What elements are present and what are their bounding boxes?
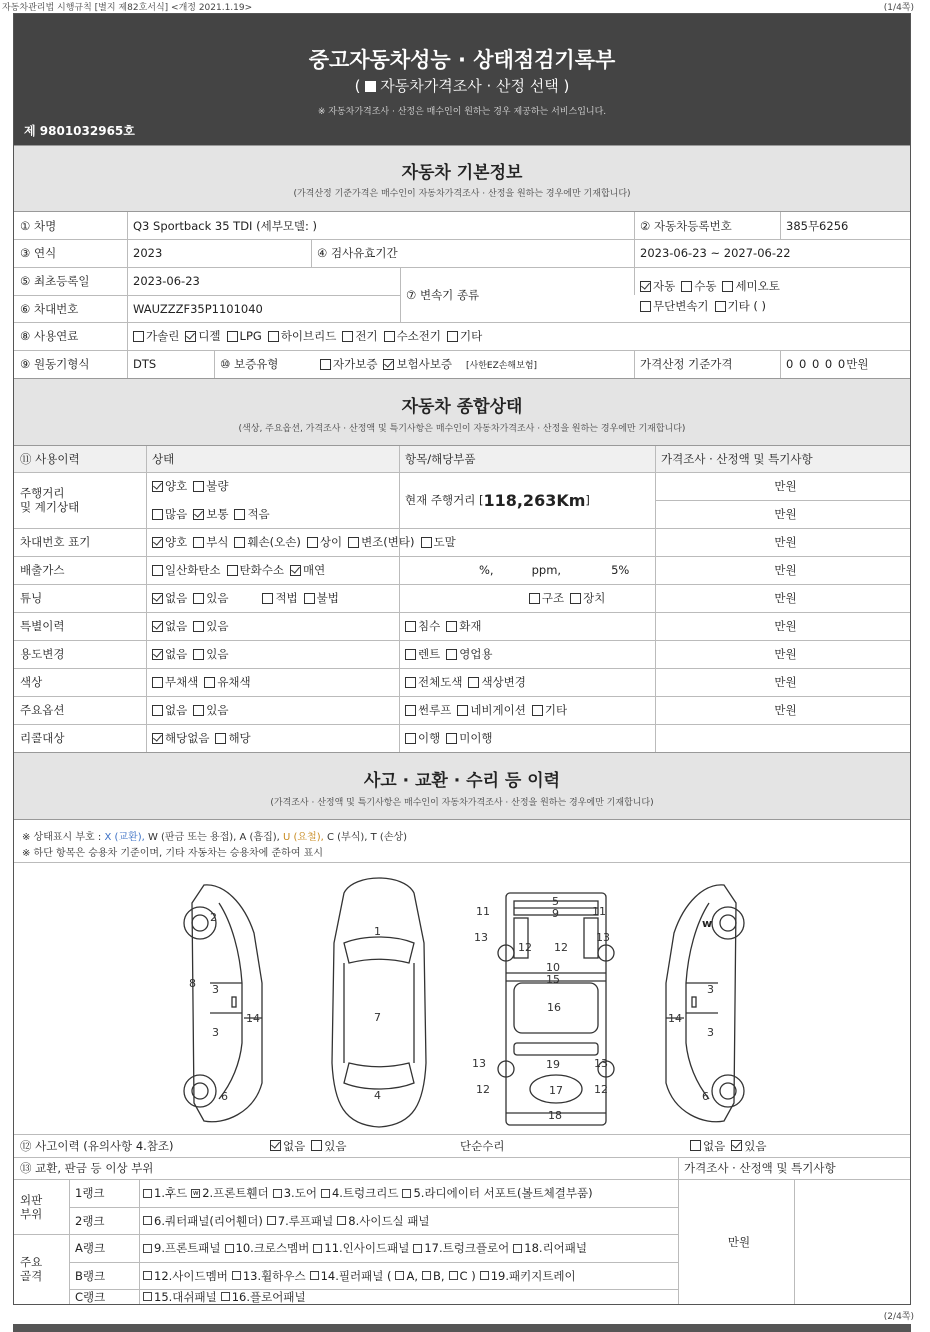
special-price: 만원 [774, 619, 797, 633]
base-price-label: 가격산정 기준가격 [640, 357, 733, 371]
recall-label: 리콜대상 [20, 731, 65, 745]
radiator-support-checkbox[interactable] [402, 1189, 411, 1198]
warranty-self-checkbox[interactable] [320, 359, 331, 370]
special-exists-checkbox[interactable] [193, 621, 204, 632]
package-tray-checkbox[interactable] [480, 1271, 489, 1280]
diagram-note: ※ 하단 항목은 승용차 기준이며, 기타 자동차는 승용차에 준하여 표시 [22, 848, 323, 859]
vin-mark-label: 차대번호 표기 [20, 535, 91, 549]
engine-value: DTS [133, 357, 157, 371]
color-items: 전체도색 색상변경 [399, 668, 655, 696]
usage-price: 만원 [774, 647, 797, 661]
side-member-checkbox[interactable] [143, 1271, 152, 1280]
tuning-structure-checkbox[interactable] [529, 593, 540, 604]
car-top-view [332, 878, 426, 1127]
mark-w-right: w [702, 917, 713, 930]
option-items: 썬루프 네비게이션 기타 [399, 696, 655, 724]
rank2-label: 2랭크 [75, 1213, 105, 1228]
simple-repair-label: 단순수리 [460, 1138, 505, 1153]
special-history-label: 특별이력 [20, 619, 65, 633]
car-right-side-view [666, 885, 744, 1122]
svg-text:3: 3 [707, 1026, 714, 1039]
emission-label: 배출가스 [20, 563, 65, 577]
pillar-c-checkbox[interactable] [449, 1271, 458, 1280]
mileage-many-checkbox[interactable] [152, 509, 163, 520]
vin-mark-altered-checkbox[interactable] [348, 537, 359, 548]
svg-text:15: 15 [546, 973, 560, 986]
transmission-options-row1: 자동 수동 세미오토 [634, 276, 910, 296]
special-history-items: 침수 화재 [399, 612, 655, 640]
vin-value: WAUZZZF35P1101040 [133, 301, 263, 316]
transmission-manual-checkbox[interactable] [681, 281, 692, 292]
mileage-good-checkbox[interactable] [152, 481, 163, 492]
fuel-lpg-checkbox[interactable] [227, 331, 238, 342]
tuning-options: 없음 있음 적법 불법 구조 장치 [146, 584, 655, 612]
outer-panel-label: 외판 부위 [20, 1192, 43, 1221]
exchange-price-value: 만원 [727, 1234, 751, 1249]
svg-text:12: 12 [518, 941, 532, 954]
floor-panel-checkbox[interactable] [221, 1292, 230, 1301]
svg-text:10: 10 [546, 961, 560, 974]
svg-text:6: 6 [702, 1090, 709, 1103]
transmission-semi-checkbox[interactable] [722, 281, 733, 292]
usage-change-options: 없음 있음 [146, 640, 399, 668]
model-label: ① 차명 [20, 218, 57, 233]
next-page-header-bar [13, 1324, 911, 1332]
emission-options: 일산화탄소 탄화수소 매연 [146, 556, 399, 584]
special-flood-checkbox[interactable] [405, 621, 416, 632]
status-header [14, 378, 910, 446]
svg-text:11: 11 [592, 905, 606, 918]
svg-text:6: 6 [221, 1090, 228, 1103]
tuning-illegal-checkbox[interactable] [304, 593, 315, 604]
checked-square-icon [365, 81, 376, 92]
tuning-none-checkbox[interactable] [152, 593, 163, 604]
svg-text:11: 11 [476, 905, 490, 918]
special-fire-checkbox[interactable] [446, 621, 457, 632]
svg-text:18: 18 [548, 1109, 562, 1122]
svg-text:13: 13 [594, 1057, 608, 1070]
recall-done-checkbox[interactable] [405, 733, 416, 744]
mileage-price-2: 만원 [774, 507, 797, 521]
rankA-label: A랭크 [75, 1241, 106, 1255]
current-mileage: 현재 주행거리 [ 118,263Km ] [405, 490, 590, 510]
accident-history-label: ⑫ 사고이력 (유의사항 4.참조) [20, 1138, 174, 1153]
svg-text:8: 8 [189, 977, 196, 990]
trunk-floor-checkbox[interactable] [413, 1244, 422, 1253]
basic-info-title: 자동차 기본정보 [401, 163, 523, 183]
form-subtitle: ( 자동차가격조사 · 산정 선택 ) [354, 77, 570, 95]
svg-text:3: 3 [707, 983, 714, 996]
emission-smoke-value: 5% [611, 563, 630, 577]
vin-mark-corrosion-checkbox[interactable] [193, 537, 204, 548]
vin-mark-smeared-checkbox[interactable] [421, 537, 432, 548]
mileage-condition-options: 양호 불량 [146, 472, 399, 500]
tuning-legal-checkbox[interactable] [262, 593, 273, 604]
svg-text:19: 19 [546, 1058, 560, 1071]
svg-text:13: 13 [474, 931, 488, 944]
recall-items: 이행 미이행 [399, 724, 655, 752]
rankC-items: 15.대쉬패널 16.플로어패널 [139, 1289, 678, 1304]
color-label: 색상 [20, 675, 43, 689]
recall-yes-checkbox[interactable] [215, 733, 226, 744]
pillar-b-checkbox[interactable] [422, 1271, 431, 1280]
color-price: 만원 [774, 675, 797, 689]
wheel-house-checkbox[interactable] [232, 1271, 241, 1280]
door-checkbox[interactable] [273, 1189, 282, 1198]
item-head: 항목/해당부품 [405, 452, 476, 466]
form-note: ※ 자동차가격조사 · 산정은 매수인이 원하는 경우 제공하는 서비스입니다. [317, 107, 607, 117]
fuel-hydrogen-checkbox[interactable] [384, 331, 395, 342]
recall-na-checkbox[interactable] [152, 733, 163, 744]
vin-label: ⑥ 차대번호 [20, 301, 79, 316]
color-achromatic-checkbox[interactable] [152, 677, 163, 688]
usage-change-items: 렌트 영업용 [399, 640, 655, 668]
inside-panel-checkbox[interactable] [313, 1244, 322, 1253]
usage-none-checkbox[interactable] [152, 649, 163, 660]
tuning-device-checkbox[interactable] [570, 593, 581, 604]
svg-text:14: 14 [246, 1012, 260, 1025]
mileage-bad-checkbox[interactable] [193, 481, 204, 492]
rankC-label: C랭크 [75, 1289, 106, 1304]
rear-panel-checkbox[interactable] [513, 1244, 522, 1253]
mileage-few-checkbox[interactable] [234, 509, 245, 520]
mileage-price-1: 만원 [774, 479, 797, 493]
repair-exists-checkbox[interactable] [731, 1140, 742, 1151]
warranty-insurance-checkbox[interactable] [383, 359, 394, 370]
first-registration-value: 2023-06-23 [133, 274, 200, 288]
page-number-2: (2/4쪽) [883, 1312, 914, 1322]
vin-mark-good-checkbox[interactable] [152, 537, 163, 548]
tuning-label: 튜닝 [20, 591, 43, 605]
fuel-label: ⑧ 사용연료 [20, 329, 79, 343]
svg-text:17: 17 [549, 1084, 563, 1097]
usage-change-label: 용도변경 [20, 647, 65, 661]
option-sunroof-checkbox[interactable] [405, 705, 416, 716]
accident-history-options: 없음 있음 [264, 1134, 454, 1157]
usage-exists-checkbox[interactable] [193, 649, 204, 660]
form-reference: 자동차관리법 시행규칙 [별지 제82호서식] <개정 2021.1.19> [2, 3, 253, 13]
warranty-label: ⑩ 보증유형 [220, 357, 279, 371]
svg-text:9: 9 [552, 907, 559, 920]
rank2-items: 6.쿼터패널(리어휀더) 7.루프패널 8.사이드실 패널 [139, 1207, 678, 1234]
svg-text:13: 13 [596, 931, 610, 944]
tuning-price: 만원 [774, 591, 797, 605]
transmission-options-row2: 무단변속기 기타 ( ) [634, 296, 910, 316]
svg-text:7: 7 [374, 1011, 381, 1024]
fuel-gasoline-checkbox[interactable] [133, 331, 144, 342]
pillar-panel-checkbox[interactable] [310, 1271, 319, 1280]
registration-value: 385무6256 [786, 218, 849, 233]
accident-title: 사고 · 교환 · 수리 등 이력 [363, 771, 561, 791]
vin-mark-price: 만원 [774, 535, 797, 549]
side-sill-checkbox[interactable] [337, 1216, 346, 1225]
rank1-items: 1.후드 w 2.프론트휀더 3.도어 4.트렁크리드 5.라디에이터 서포트(볼트체결부품) [139, 1179, 678, 1207]
rank1-label: 1랭크 [75, 1186, 105, 1200]
page-number: (1/4쪽) [883, 3, 914, 13]
rankB-label: B랭크 [75, 1268, 106, 1283]
engine-label: ⑨ 원동기형식 [20, 357, 90, 371]
year-value: 2023 [133, 246, 163, 260]
price-note-head: 가격조사 · 산정액 및 특기사항 [661, 452, 813, 466]
transmission-etc-checkbox[interactable] [715, 301, 726, 312]
svg-text:12: 12 [554, 941, 568, 954]
fuel-etc-checkbox[interactable] [447, 331, 458, 342]
option-navigation-checkbox[interactable] [457, 705, 468, 716]
mileage-normal-checkbox[interactable] [193, 509, 204, 520]
basic-info-header [14, 145, 910, 212]
repair-none-checkbox[interactable] [690, 1140, 701, 1151]
fuel-hybrid-checkbox[interactable] [268, 331, 279, 342]
usage-history-head: ⑪ 사용이력 [20, 452, 80, 466]
transmission-cvt-checkbox[interactable] [640, 301, 651, 312]
color-change-checkbox[interactable] [468, 677, 479, 688]
inspection-record-form [13, 13, 911, 1305]
model-value: Q3 Sportback 35 TDI (세부모델: ) [133, 218, 318, 233]
color-full-paint-checkbox[interactable] [405, 677, 416, 688]
emission-hc-checkbox[interactable] [227, 565, 238, 576]
warranty-insurer: [사한EZ손해보험] [465, 360, 538, 371]
usage-business-checkbox[interactable] [446, 649, 457, 660]
fuel-diesel-checkbox[interactable] [185, 331, 196, 342]
emission-smoke-checkbox[interactable] [290, 565, 301, 576]
mileage-label: 주행거리 및 계기상태 [20, 486, 80, 514]
tuning-exists-checkbox[interactable] [193, 593, 204, 604]
front-panel-checkbox[interactable] [143, 1244, 152, 1253]
rankA-items: 9.프론트패널 10.크로스멤버 11.인사이드패널 17.트렁크플로어 18.리어패널 [139, 1234, 678, 1262]
svg-text:2: 2 [210, 911, 217, 924]
option-options: 없음 있음 [146, 696, 399, 724]
status-title: 자동차 종합상태 [401, 397, 523, 417]
form-header [14, 14, 910, 145]
simple-repair-options: 없음 있음 [684, 1134, 910, 1157]
svg-text:16: 16 [547, 1001, 561, 1014]
option-price: 만원 [774, 703, 797, 717]
option-exists-checkbox[interactable] [193, 705, 204, 716]
status-symbol-legend: ※ 상태표시 부호 : X (교환), W (판금 또는 용접), A (흠집), U (요철), C (부식), T (손상) [22, 832, 408, 843]
status-head: 상태 [152, 452, 175, 466]
svg-text:5: 5 [552, 895, 559, 908]
accident-exists-checkbox[interactable] [311, 1140, 322, 1151]
registration-label: ② 자동차등록번호 [640, 218, 732, 233]
main-frame-label: 주요 골격 [20, 1255, 43, 1283]
option-none-checkbox[interactable] [152, 705, 163, 716]
exchange-price-head: 가격조사 · 산정액 및 특기사항 [684, 1161, 836, 1175]
current-mileage-value: 118,263Km [483, 490, 586, 510]
emission-price: 만원 [774, 563, 797, 577]
svg-text:3: 3 [212, 1026, 219, 1039]
status-subtitle: (색상, 주요옵션, 가격조사 · 산정액 및 특기사항은 매수인이 자동차가격조사 · 산정을 원하는 경우에만 기재합니다) [238, 424, 686, 434]
vin-mark-damage-checkbox[interactable] [234, 537, 245, 548]
front-fender-checkbox[interactable]: w [192, 1188, 199, 1197]
base-price-value: 0 0 0 0 0 만원 [786, 357, 869, 371]
car-left-side-view [184, 885, 262, 1122]
warranty-options: 자가보증 보험사보증 [사한EZ손해보험] [314, 350, 634, 378]
vin-mark-differ-checkbox[interactable] [307, 537, 318, 548]
form-title: 중고자동차성능 · 상태점검기록부 [308, 48, 616, 72]
mileage-amount-options: 많음 보통 적음 [146, 500, 399, 528]
basic-info-subtitle: (가격산정 기준가격은 매수인이 자동차가격조사 · 산정을 원하는 경우에만 기재합니다) [293, 189, 631, 199]
hood-checkbox[interactable] [143, 1189, 152, 1198]
svg-text:12: 12 [594, 1083, 608, 1096]
emission-values: %, ppm, 5% [479, 563, 630, 577]
option-label: 주요옵션 [20, 703, 65, 717]
car-part-diagram [14, 863, 910, 1133]
dash-panel-checkbox[interactable] [143, 1292, 152, 1301]
usage-rent-checkbox[interactable] [405, 649, 416, 660]
svg-text:13: 13 [472, 1057, 486, 1070]
exchange-parts-label: ⑬ 교환, 판금 등 이상 부위 [20, 1161, 154, 1175]
recall-options: 해당없음 해당 [146, 724, 399, 752]
pillar-a-checkbox[interactable] [395, 1271, 404, 1280]
recall-notdone-checkbox[interactable] [446, 733, 457, 744]
fuel-electric-checkbox[interactable] [342, 331, 353, 342]
cross-member-checkbox[interactable] [225, 1244, 234, 1253]
svg-text:3: 3 [212, 983, 219, 996]
accident-none-checkbox[interactable] [270, 1140, 281, 1151]
transmission-label: ⑦ 변속기 종류 [406, 287, 480, 302]
rankB-items: 12.사이드멤버 13.휠하우스 14.필러패널 ( A, B, C ) 19.패키지트레이 [139, 1262, 678, 1289]
svg-text:14: 14 [668, 1012, 682, 1025]
inspection-validity-label: ④ 검사유효기간 [317, 246, 398, 260]
trunk-lid-checkbox[interactable] [321, 1189, 330, 1198]
year-label: ③ 연식 [20, 246, 57, 260]
vin-mark-options: 양호 부식 훼손(오손) 상이 변조(변타) 도말 [146, 528, 655, 556]
inspection-validity-value: 2023-06-23 ~ 2027-06-22 [640, 246, 791, 260]
quarter-panel-checkbox[interactable] [143, 1216, 152, 1225]
accident-header [14, 752, 910, 820]
accident-subtitle: (가격조사 · 산정액 및 특기사항은 매수인이 자동차가격조사 · 산정을 원하는 경우에만 기재합니다) [270, 798, 654, 808]
svg-text:1: 1 [374, 925, 381, 938]
svg-text:12: 12 [476, 1083, 490, 1096]
svg-text:4: 4 [374, 1089, 381, 1102]
color-options: 무채색 유채색 [146, 668, 399, 696]
option-etc-checkbox[interactable] [532, 705, 543, 716]
transmission-auto-checkbox[interactable] [640, 281, 651, 292]
first-registration-label: ⑤ 최초등록일 [20, 274, 90, 288]
emission-co-checkbox[interactable] [152, 565, 163, 576]
roof-panel-checkbox[interactable] [267, 1216, 276, 1225]
special-none-checkbox[interactable] [152, 621, 163, 632]
special-history-options: 없음 있음 [146, 612, 399, 640]
color-chromatic-checkbox[interactable] [204, 677, 215, 688]
document-number: 제 9801032965호 [24, 124, 135, 138]
car-frame-view [472, 893, 614, 1125]
fuel-options: 가솔린 디젤 LPG 하이브리드 전기 수소전기 기타 [127, 322, 910, 350]
